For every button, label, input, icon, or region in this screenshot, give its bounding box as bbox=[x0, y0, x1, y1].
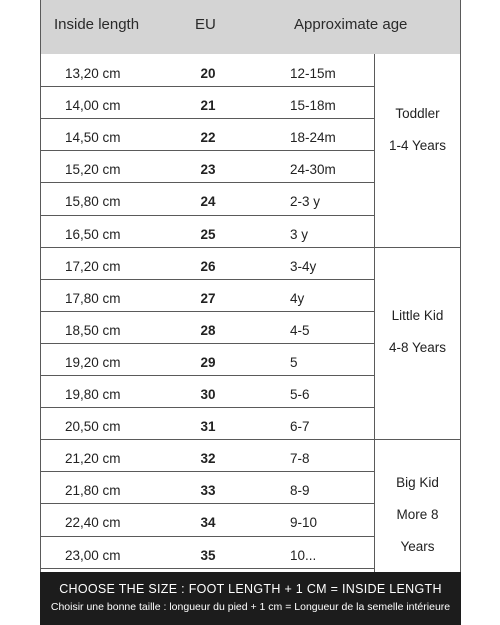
row-divider bbox=[40, 182, 374, 183]
group-label-toddler bbox=[374, 104, 461, 156]
inside-length-cell: 18,50 cm bbox=[65, 322, 121, 338]
approximate-age-cell: 5 bbox=[290, 354, 298, 370]
approximate-age-cell: 10... bbox=[290, 547, 317, 563]
approximate-age-cell: 2-3 y bbox=[290, 194, 321, 210]
inside-length-cell: 21,80 cm bbox=[65, 483, 121, 499]
instruction-french: Choisir une bonne taille : longueur du pied + 1 cm = Longueur de la semelle intérieure bbox=[50, 601, 451, 613]
eu-size-cell: 21 bbox=[200, 98, 216, 114]
row-divider bbox=[40, 311, 374, 312]
row-divider bbox=[40, 407, 374, 408]
size-chart bbox=[40, 0, 461, 625]
eu-size-cell: 23 bbox=[200, 162, 216, 178]
eu-size-cell: 25 bbox=[200, 226, 216, 242]
eu-size-cell: 22 bbox=[200, 130, 216, 146]
eu-size-cell: 26 bbox=[200, 258, 216, 274]
inside-length-cell: 14,00 cm bbox=[65, 98, 121, 114]
approximate-age-cell: 6-7 bbox=[290, 419, 310, 435]
eu-size-cell: 29 bbox=[200, 354, 216, 370]
approximate-age-cell: 5-6 bbox=[290, 387, 310, 402]
group-label-big-kid bbox=[374, 473, 461, 557]
size-instructions-banner bbox=[40, 572, 461, 625]
group-label-line: More 8 bbox=[396, 507, 439, 522]
inside-length-cell: 14,50 cm bbox=[65, 130, 121, 146]
header-approximate-age: Approximate age bbox=[294, 16, 408, 33]
inside-length-cell: 22,40 cm bbox=[65, 515, 121, 531]
instruction-english: CHOOSE THE SIZE : FOOT LENGTH + 1 CM = INSIDE LENGTH bbox=[59, 582, 442, 596]
eu-size-cell: 35 bbox=[200, 547, 216, 563]
approximate-age-cell: 12-15m bbox=[290, 66, 336, 81]
inside-length-cell: 15,80 cm bbox=[65, 194, 121, 210]
approximate-age-cell: 15-18m bbox=[290, 98, 336, 114]
row-divider bbox=[40, 568, 374, 569]
inside-length-cell: 16,50 cm bbox=[65, 226, 121, 242]
eu-size-cell: 30 bbox=[200, 387, 216, 402]
group-divider bbox=[40, 247, 461, 248]
eu-size-cell: 28 bbox=[200, 322, 216, 338]
approximate-age-cell: 8-9 bbox=[290, 483, 310, 499]
eu-size-cell: 27 bbox=[200, 290, 216, 306]
group-divider bbox=[40, 439, 461, 440]
inside-length-cell: 19,80 cm bbox=[65, 387, 121, 402]
group-label-line: 4-8 Years bbox=[388, 340, 447, 355]
group-label-line: Years bbox=[400, 539, 435, 554]
inside-length-cell: 15,20 cm bbox=[65, 162, 121, 178]
approximate-age-cell: 4y bbox=[290, 290, 305, 306]
group-label-line: Little Kid bbox=[391, 308, 444, 323]
table-header bbox=[40, 0, 461, 54]
eu-size-cell: 31 bbox=[200, 419, 216, 435]
inside-length-cell: 17,20 cm bbox=[65, 258, 121, 274]
approximate-age-cell: 18-24m bbox=[290, 130, 336, 146]
group-label-little-kid bbox=[374, 306, 461, 358]
eu-size-cell: 32 bbox=[200, 451, 216, 467]
header-inside-length: Inside length bbox=[54, 16, 140, 33]
approximate-age-cell: 4-5 bbox=[290, 322, 310, 338]
approximate-age-cell: 3 y bbox=[290, 226, 309, 242]
row-divider bbox=[40, 343, 374, 344]
inside-length-cell: 17,80 cm bbox=[65, 290, 121, 306]
header-eu: EU bbox=[195, 16, 216, 33]
group-label-line: Big Kid bbox=[396, 475, 439, 490]
row-divider bbox=[40, 375, 374, 376]
approximate-age-cell: 7-8 bbox=[290, 451, 310, 467]
eu-size-cell: 20 bbox=[200, 66, 216, 81]
row-divider bbox=[40, 215, 374, 216]
group-label-line: Toddler bbox=[395, 106, 440, 121]
row-divider bbox=[40, 86, 374, 87]
inside-length-cell: 23,00 cm bbox=[65, 547, 121, 563]
approximate-age-cell: 3-4y bbox=[290, 258, 317, 274]
row-divider bbox=[40, 536, 374, 537]
eu-size-cell: 34 bbox=[200, 515, 216, 531]
inside-length-cell: 13,20 cm bbox=[65, 66, 121, 81]
row-divider bbox=[40, 503, 374, 504]
row-divider bbox=[40, 118, 374, 119]
inside-length-cell: 19,20 cm bbox=[65, 354, 121, 370]
eu-size-cell: 33 bbox=[200, 483, 216, 499]
row-divider bbox=[40, 279, 374, 280]
inside-length-cell: 20,50 cm bbox=[65, 419, 121, 435]
inside-length-cell: 21,20 cm bbox=[65, 451, 121, 467]
group-label-line: 1-4 Years bbox=[388, 138, 447, 153]
eu-size-cell: 24 bbox=[200, 194, 216, 210]
row-divider bbox=[40, 150, 374, 151]
approximate-age-cell: 9-10 bbox=[290, 515, 318, 531]
approximate-age-cell: 24-30m bbox=[290, 162, 336, 178]
row-divider bbox=[40, 471, 374, 472]
